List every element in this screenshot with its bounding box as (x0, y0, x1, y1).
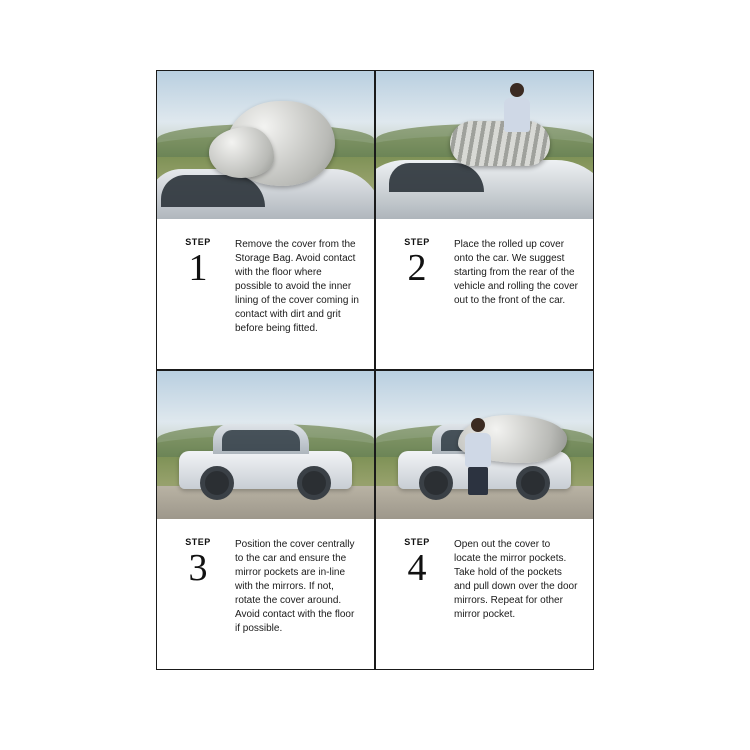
step-4-caption (376, 519, 593, 669)
person-placing-cover (502, 83, 532, 132)
person-head (471, 418, 485, 432)
step-2-label: STEP (404, 237, 430, 247)
step-1-number-block (171, 237, 225, 359)
front-wheel (200, 466, 234, 500)
car-windows (222, 430, 300, 451)
step-4-label: STEP (404, 537, 430, 547)
front-wheel (419, 466, 453, 500)
step-card-1 (156, 70, 375, 370)
rear-wheel (297, 466, 331, 500)
rear-wheel (516, 466, 550, 500)
step-3-label: STEP (185, 537, 211, 547)
step-card-3 (156, 370, 375, 670)
step-2-photo (376, 71, 593, 219)
rolled-cover (450, 121, 550, 165)
step-1-number: 1 (188, 247, 208, 289)
steps-grid (156, 70, 594, 670)
step-4-photo (376, 371, 593, 519)
folded-cover-fold (209, 127, 274, 177)
person-head (510, 83, 524, 97)
step-3-caption (157, 519, 374, 669)
step-1-photo (157, 71, 374, 219)
step-2-text: Place the rolled up cover onto the car. We suggest starting from the rear of the vehicle and rolling the cover out to the front of the car. (454, 239, 578, 306)
step-3-photo (157, 371, 374, 519)
person-torso (504, 98, 530, 132)
step-2-number: 2 (407, 247, 427, 289)
person-torso (465, 433, 491, 467)
step-3-number-block (171, 537, 225, 659)
step-3-number: 3 (188, 547, 208, 589)
step-2-number-block (390, 237, 444, 359)
step-2-caption (376, 219, 593, 369)
step-4-number: 4 (407, 547, 427, 589)
step-1-text: Remove the cover from the Storage Bag. Avoid contact with the floor where possible to avoid the inner lining of the cover coming in contact with dirt and grit before being fitted. (235, 239, 359, 334)
step-1-label: STEP (185, 237, 211, 247)
rear-window (389, 163, 484, 193)
person-fitting-cover (463, 418, 493, 495)
step-3-text: Position the cover centrally to the car and ensure the mirror pockets are in-line with the mirrors. If not, rotate the cover around. Avoid contact with the floor if possible. (235, 539, 355, 634)
person-legs (468, 467, 488, 495)
step-card-4 (375, 370, 594, 670)
step-4-text: Open out the cover to locate the mirror pockets. Take hold of the pockets and pull down over the door mirrors. Repeat for other mirror pocket. (454, 539, 578, 620)
step-card-2 (375, 70, 594, 370)
step-1-caption (157, 219, 374, 369)
road (157, 486, 374, 519)
step-4-number-block (390, 537, 444, 659)
